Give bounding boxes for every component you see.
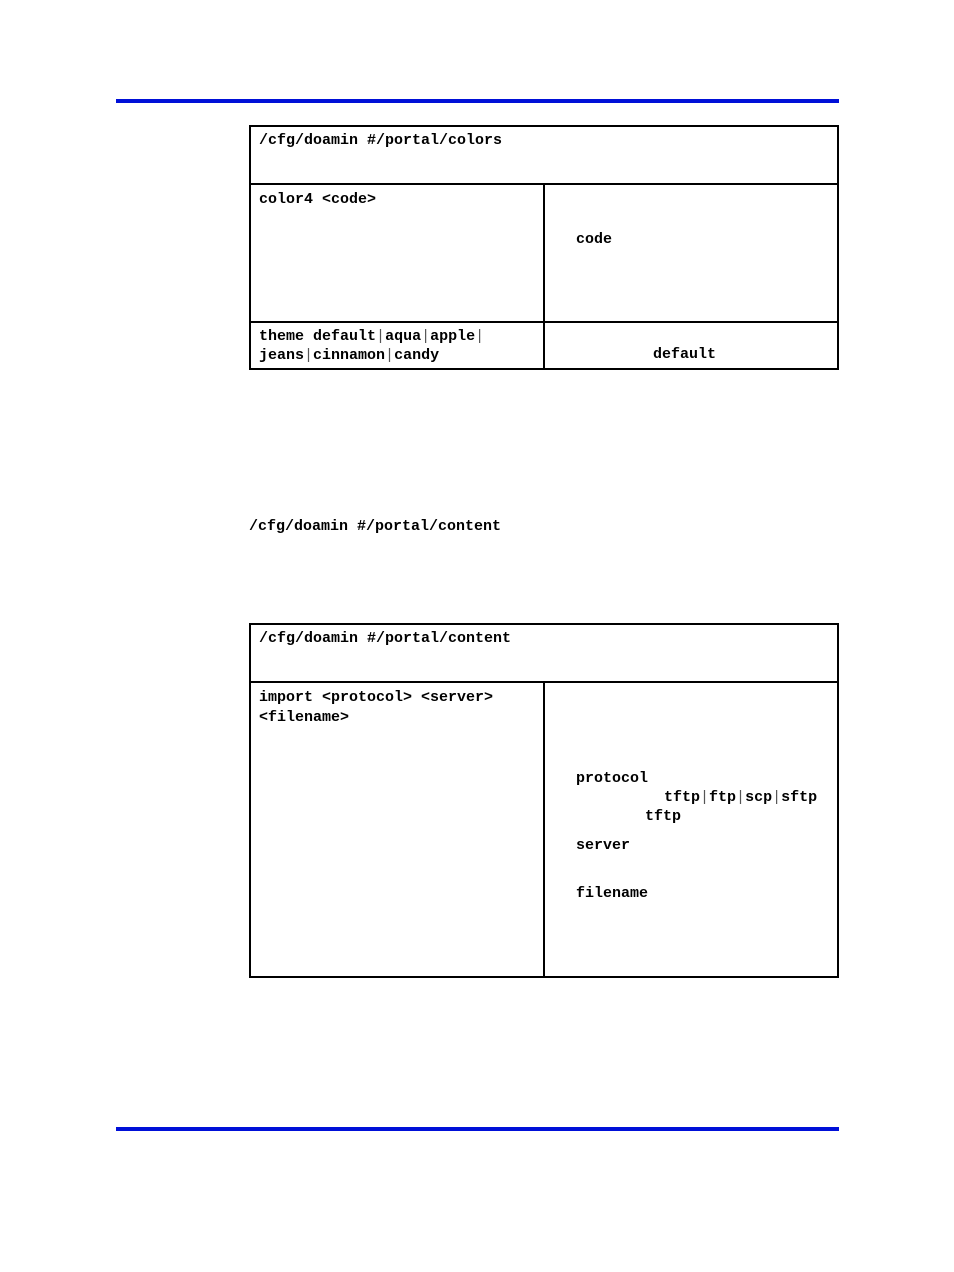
protocol-option: scp <box>745 789 773 806</box>
theme-option: default <box>313 328 377 345</box>
theme-option: candy <box>394 347 440 364</box>
filename-param: filename <box>576 885 649 902</box>
theme-command-line1: theme default|aqua|apple| <box>259 328 485 345</box>
table-row-description <box>544 682 838 977</box>
header-rule <box>116 99 839 103</box>
colors-command-table <box>249 125 839 370</box>
protocol-options: tftp|ftp|scp|sftp <box>664 789 818 806</box>
table-header-text: /cfg/doamin #/portal/colors <box>259 132 503 149</box>
protocol-option: tftp <box>664 789 701 806</box>
table-row-description <box>544 184 838 322</box>
theme-keyword: theme <box>259 328 305 345</box>
table-row-command <box>250 184 544 322</box>
content-path-text: /cfg/doamin #/portal/content <box>249 518 502 535</box>
table-header-text: /cfg/doamin #/portal/content <box>259 630 512 647</box>
protocol-default: tftp <box>645 808 682 825</box>
import-command-line1: import <protocol> <server> <box>259 689 494 706</box>
footer-rule <box>116 1127 839 1131</box>
table-header <box>250 126 838 184</box>
table-row-command <box>250 682 544 977</box>
protocol-option: ftp <box>709 789 737 806</box>
theme-option: cinnamon <box>313 347 386 364</box>
table-header <box>250 624 838 682</box>
theme-option: jeans <box>259 347 305 364</box>
color4-command: color4 <code> <box>259 191 377 208</box>
theme-command-line2: jeans|cinnamon|candy <box>259 347 440 364</box>
server-param: server <box>576 837 631 854</box>
theme-default-value: default <box>653 346 717 363</box>
code-param: code <box>576 231 613 248</box>
protocol-option: sftp <box>781 789 818 806</box>
protocol-param: protocol <box>576 770 649 787</box>
table-row-command <box>250 322 544 369</box>
content-command-table <box>249 623 839 978</box>
theme-option: apple <box>430 328 476 345</box>
import-command-line2: <filename> <box>259 709 350 726</box>
table-row-description <box>544 322 838 369</box>
theme-option: aqua <box>385 328 422 345</box>
